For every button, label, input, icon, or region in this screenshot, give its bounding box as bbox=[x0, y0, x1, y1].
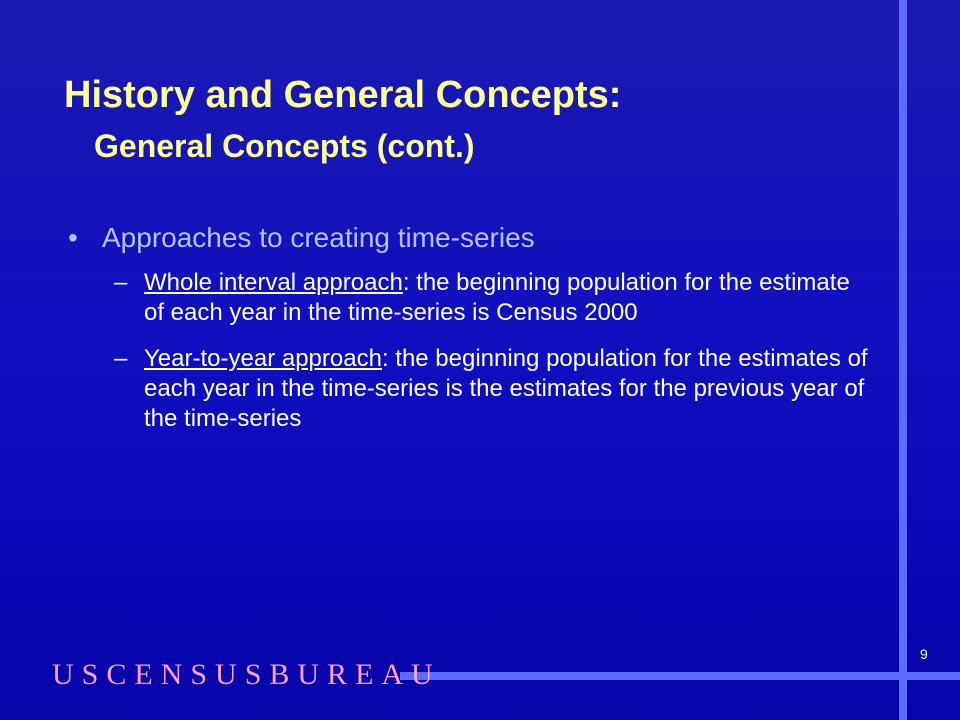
slide-content bbox=[68, 218, 868, 450]
definition-whole-interval: : the beginning population for the estimate of each year in the time-series is Census 2000 bbox=[144, 269, 850, 326]
sub-item-text bbox=[144, 268, 874, 328]
page-number: 9 bbox=[920, 646, 928, 662]
dash-icon: – bbox=[114, 269, 128, 296]
bullet-text: Approaches to creating time-series bbox=[102, 222, 535, 253]
sub-item-whole-interval bbox=[114, 268, 874, 328]
term-year-to-year: Year-to-year approach bbox=[144, 345, 382, 372]
title-main: History and General Concepts: bbox=[64, 74, 622, 116]
horizontal-rule bbox=[400, 672, 960, 680]
vertical-rule bbox=[899, 0, 907, 720]
definition-year-to-year: : the beginning population for the estimates of each year in the time-series is the estimates for the previous year of the time-series bbox=[144, 345, 868, 432]
term-whole-interval: Whole interval approach bbox=[144, 269, 403, 296]
sub-item-text bbox=[144, 344, 874, 434]
bullet-item bbox=[68, 218, 868, 258]
title-subtitle: General Concepts (cont.) bbox=[94, 128, 475, 164]
sub-item-year-to-year bbox=[114, 344, 874, 434]
bullet-icon: • bbox=[68, 222, 78, 253]
slide-title bbox=[64, 72, 884, 166]
dash-icon: – bbox=[114, 345, 128, 372]
census-bureau-logo: USCENSUSBUREAU bbox=[52, 658, 441, 691]
